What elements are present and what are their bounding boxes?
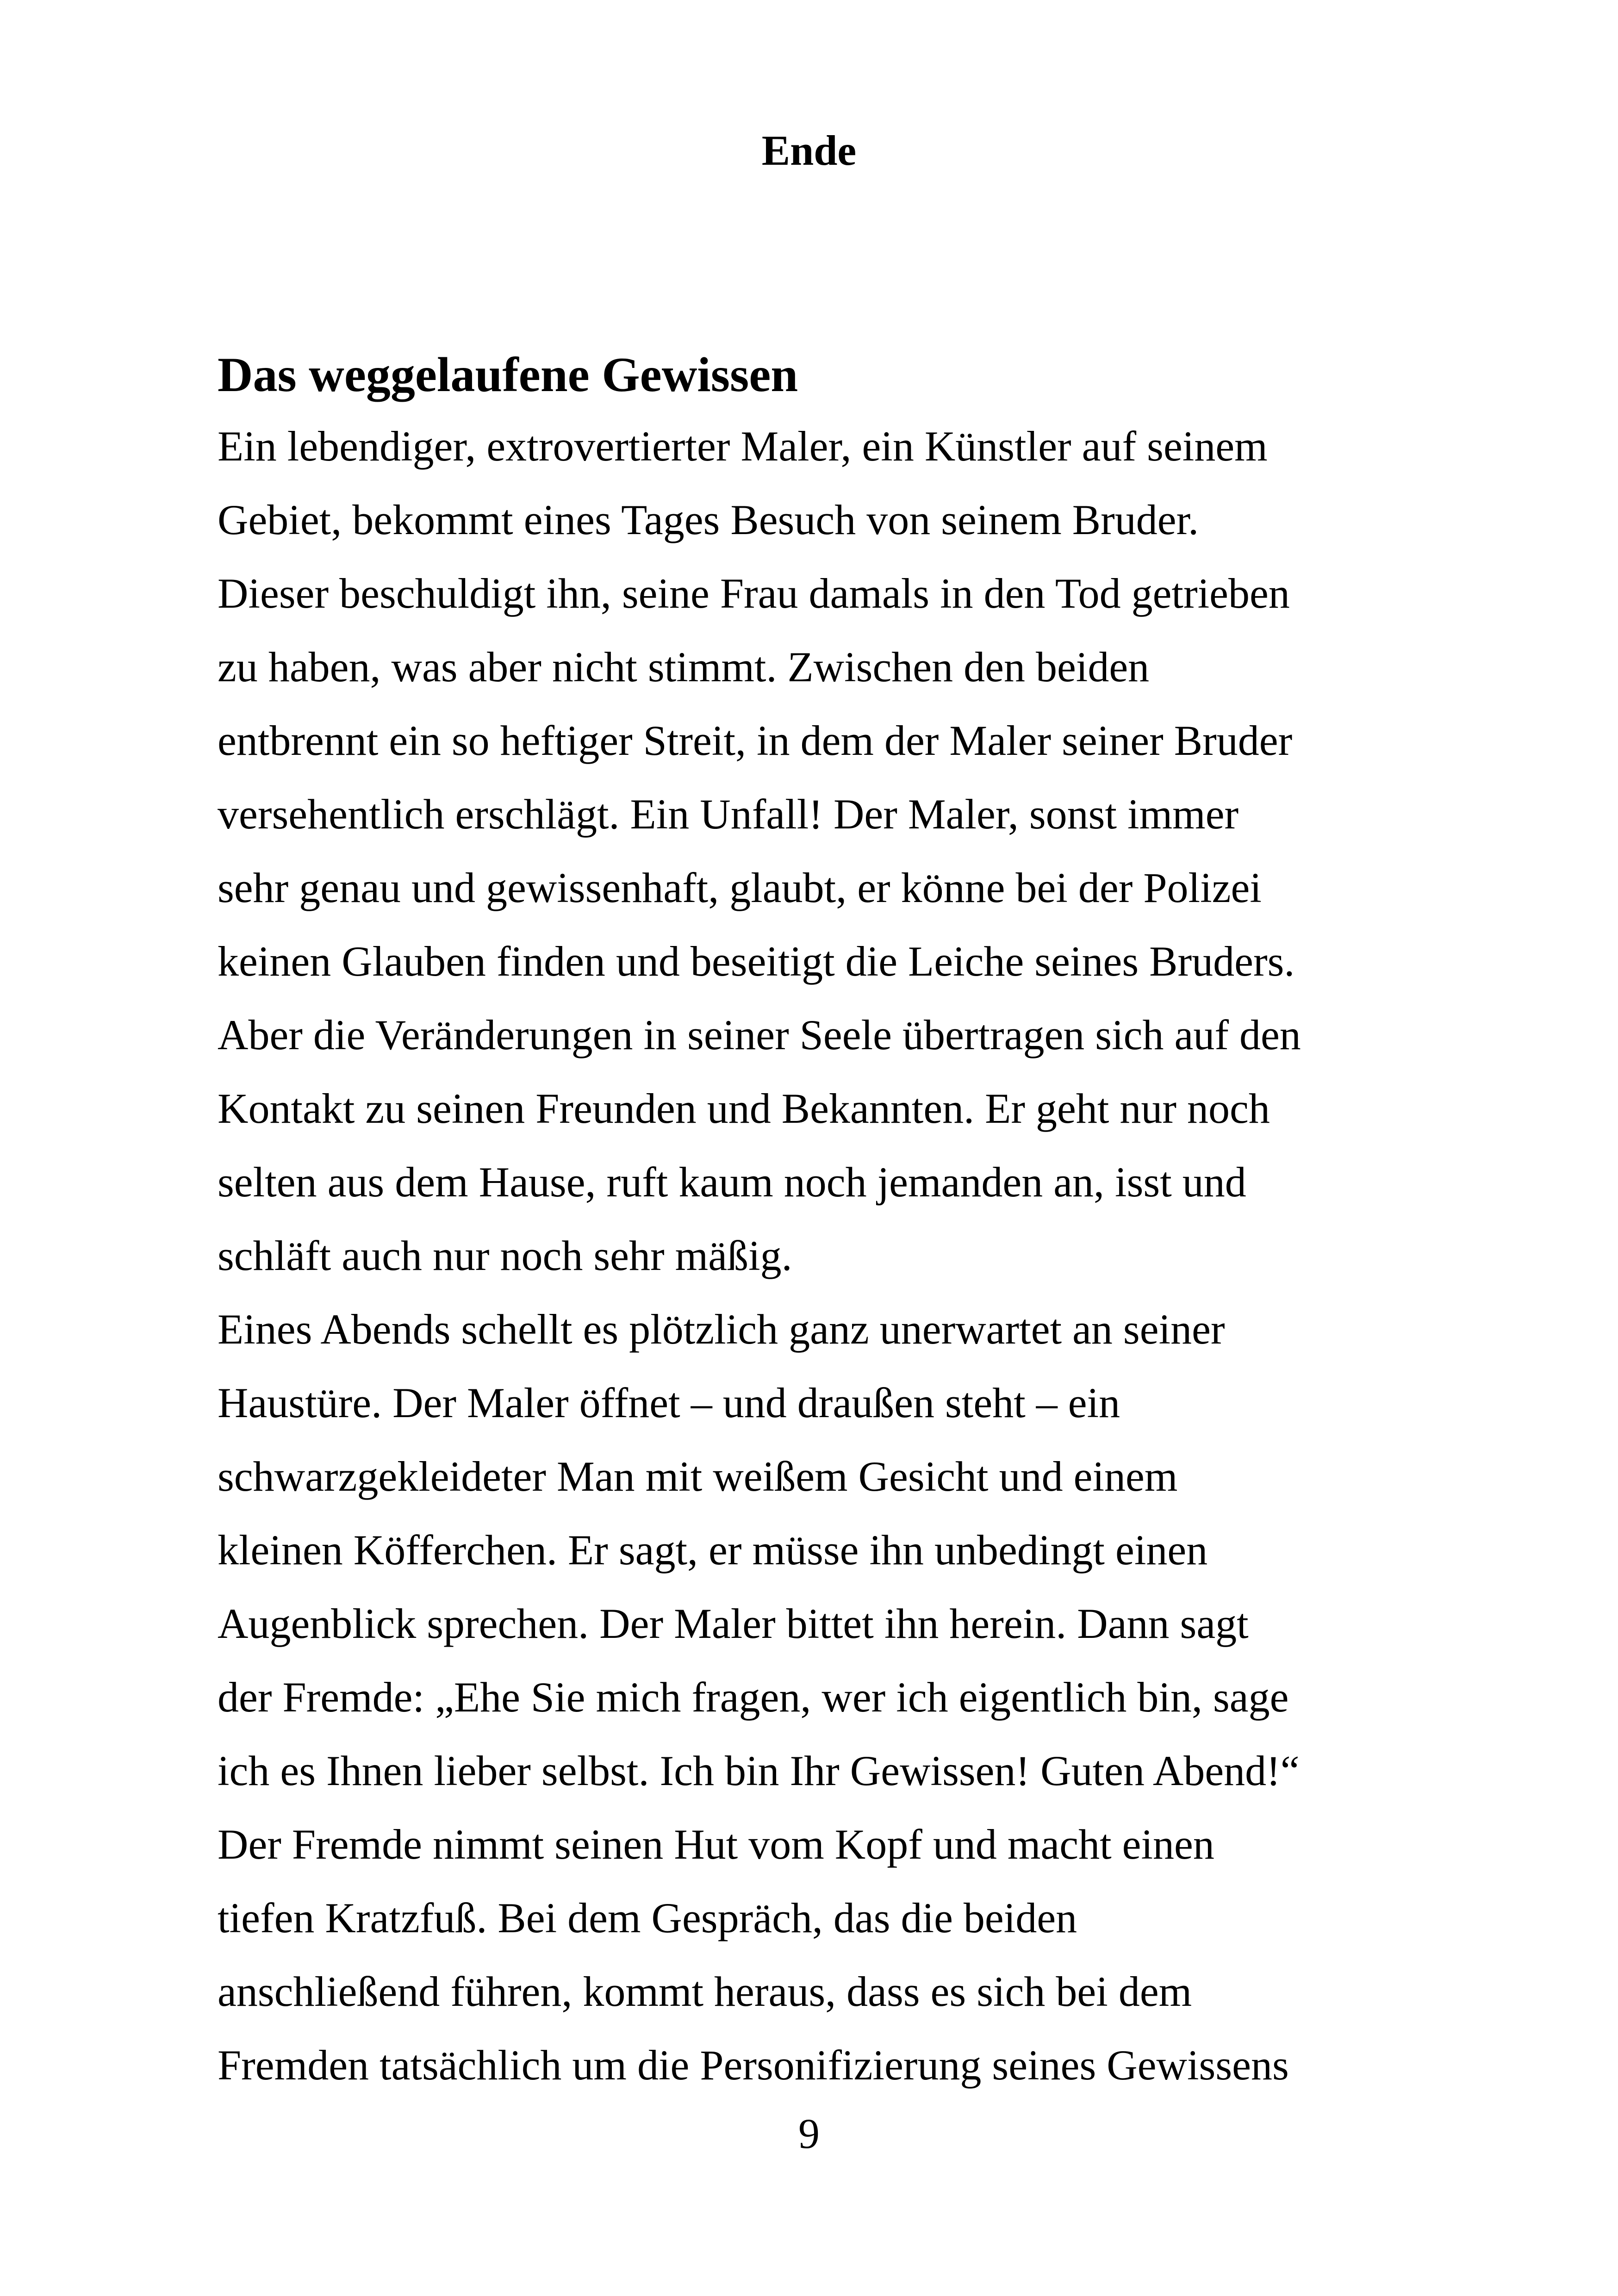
running-header: Ende: [761, 127, 857, 174]
text-line: versehentlich erschlägt. Ein Unfall! Der Maler, sonst immer: [218, 790, 1239, 838]
text-line: entbrennt ein so heftiger Streit, in dem der Maler seiner Bruder: [218, 717, 1293, 764]
text-line: schläft auch nur noch sehr mäßig.: [218, 1232, 792, 1279]
text-line: tiefen Kratzfuß. Bei dem Gespräch, das die beiden: [218, 1894, 1077, 1941]
text-line: Der Fremde nimmt seinen Hut vom Kopf und macht einen: [218, 1821, 1214, 1868]
text-line: keinen Glauben finden und beseitigt die Leiche seines Bruders.: [218, 938, 1295, 985]
text-line: sehr genau und gewissenhaft, glaubt, er könne bei der Polizei: [218, 864, 1262, 911]
text-line: Aber die Veränderungen in seiner Seele übertragen sich auf den: [218, 1011, 1301, 1058]
page-number: 9: [798, 2110, 820, 2157]
text-line: schwarzgekleideter Man mit weißem Gesicht und einem: [218, 1453, 1178, 1500]
text-line: Gebiet, bekommt eines Tages Besuch von seinem Bruder.: [218, 496, 1199, 543]
chapter-title: Das weggelaufene Gewissen: [218, 348, 798, 402]
text-line: Augenblick sprechen. Der Maler bittet ihn herein. Dann sagt: [218, 1600, 1249, 1647]
text-line: zu haben, was aber nicht stimmt. Zwischen den beiden: [218, 643, 1150, 691]
text-line: Haustüre. Der Maler öffnet – und draußen steht – ein: [218, 1379, 1120, 1426]
text-line: Dieser beschuldigt ihn, seine Frau damals in den Tod getrieben: [218, 570, 1290, 617]
text-line: Eines Abends schellt es plötzlich ganz unerwartet an seiner: [218, 1306, 1225, 1353]
text-line: kleinen Köfferchen. Er sagt, er müsse ihn unbedingt einen: [218, 1526, 1208, 1574]
text-line: ich es Ihnen lieber selbst. Ich bin Ihr Gewissen! Guten Abend!“: [218, 1747, 1300, 1794]
text-line: Fremden tatsächlich um die Personifizierung seines Gewissens: [218, 2041, 1289, 2089]
text-line: Ein lebendiger, extrovertierter Maler, ein Künstler auf seinem: [218, 423, 1268, 470]
text-line: anschließend führen, kommt heraus, dass es sich bei dem: [218, 1968, 1192, 2015]
text-line: selten aus dem Hause, ruft kaum noch jemanden an, isst und: [218, 1158, 1246, 1206]
text-line: Kontakt zu seinen Freunden und Bekannten. Er geht nur noch: [218, 1085, 1270, 1132]
chapter-body: [218, 410, 1421, 2102]
chapter: [218, 340, 1421, 2102]
text-line: der Fremde: „Ehe Sie mich fragen, wer ich eigentlich bin, sage: [218, 1674, 1289, 1721]
